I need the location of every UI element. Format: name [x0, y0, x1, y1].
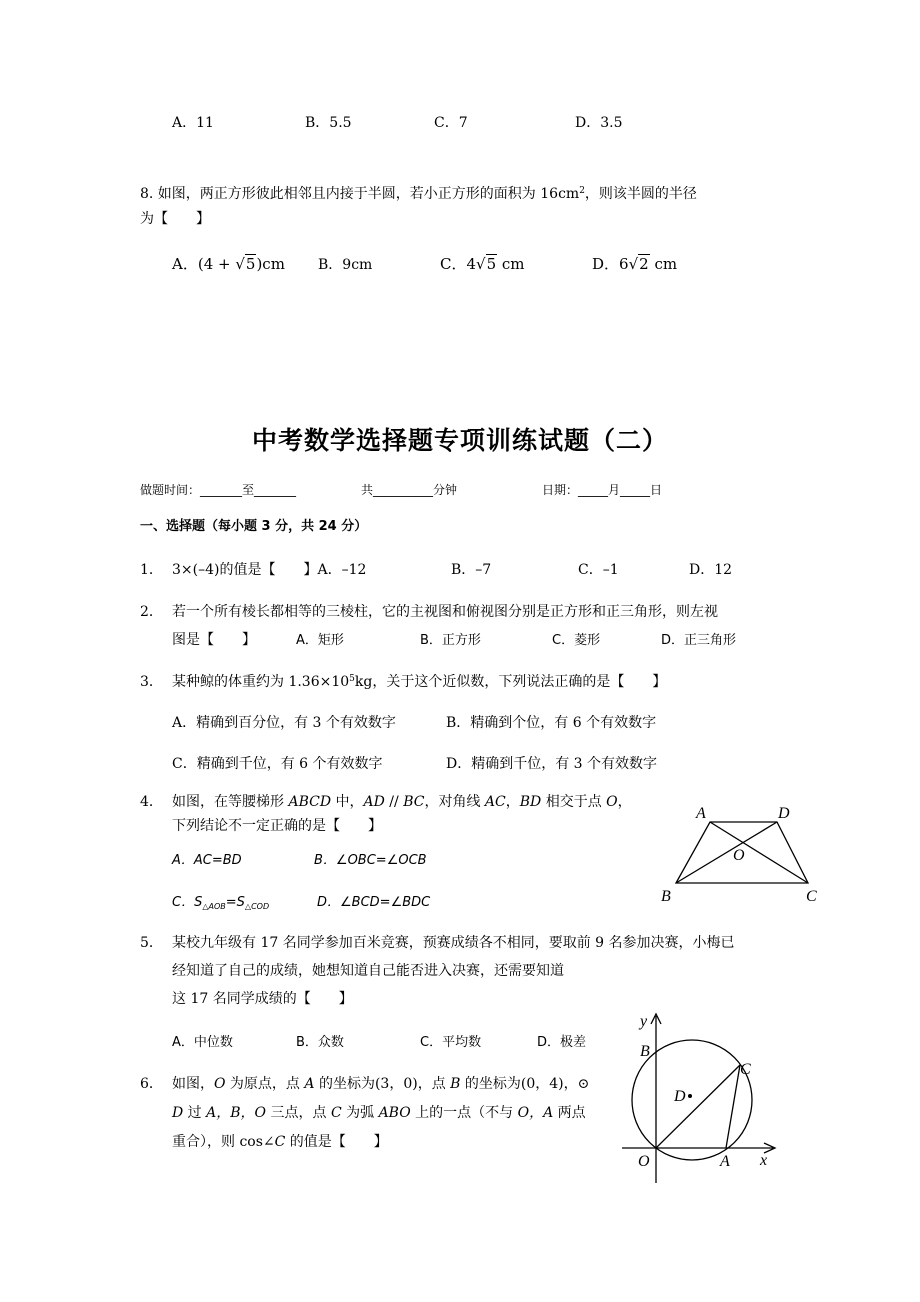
date-field: 日期：_____月_____日: [542, 483, 663, 497]
label-b: B: [640, 1043, 650, 1060]
label-o: O: [638, 1153, 650, 1170]
q2-number: 2．: [140, 604, 163, 620]
q1-option-b: B．–7: [451, 562, 492, 578]
diagonal-bd: [676, 822, 777, 883]
trapezoid-figure: [656, 798, 826, 908]
q3-option-d: D．精确到千位，有 3 个有效数字: [446, 756, 658, 772]
label-c: C: [740, 1061, 751, 1078]
center-point-d: [688, 1094, 692, 1098]
q3-number: 3．: [140, 674, 163, 690]
q2-option-b: B．正方形: [420, 633, 481, 648]
q3-option-b: B．精确到个位，有 6 个有效数字: [446, 715, 657, 731]
q2-stem-line1: 若一个所有棱长都相等的三棱柱，它的主视图和俯视图分别是正方形和正三角形，则左视: [172, 604, 718, 620]
q3-option-a: A．精确到百分位，有 3 个有效数字: [172, 715, 396, 731]
q4-option-b: B．∠OBC=∠OCB: [314, 853, 427, 868]
time-field: 做题时间：_______至_______: [140, 483, 297, 497]
q4-option-d: D．∠BCD=∠BDC: [317, 895, 431, 910]
q5-number: 5．: [140, 935, 163, 951]
q8-option-b: B．9cm: [318, 257, 373, 273]
q5-stem-line3: 这 17 名同学成绩的【 】: [172, 991, 353, 1007]
q5-option-d: D．极差: [537, 1035, 587, 1050]
page-title: 中考数学选择题专项训练试题（二）: [251, 426, 668, 455]
q5-option-a: A．中位数: [172, 1035, 233, 1050]
section-heading: 一、选择题（每小题 3 分，共 24 分）: [140, 519, 368, 534]
q7-option-c: C．7: [434, 115, 468, 131]
q7-option-a: A．11: [172, 115, 214, 131]
q6-stem-line2: D 过 A，B，O 三点，点 C 为弧 ABO 上的一点（不与 O，A 两点: [172, 1105, 586, 1121]
q8-stem-line1: 8. 如图，两正方形彼此相邻且内接于半圆，若小正方形的面积为 $16cm^2$，则该半圆的半径: [140, 186, 697, 202]
q2-option-c: C．菱形: [552, 633, 601, 648]
q6-stem-line1: 如图，O 为原点，点 A 的坐标为(3，0)，点 B 的坐标为(0，4)，⊙: [172, 1076, 590, 1092]
q1-option-d: D．12: [689, 562, 733, 578]
q8-stem-line2: 为【 】: [140, 211, 210, 227]
label-o: O: [733, 847, 745, 864]
segment-oc: [656, 1065, 740, 1148]
label-y: y: [640, 1013, 648, 1030]
q4-stem-line1: 如图，在等腰梯形 ABCD 中，AD // BC，对角线 AC，BD 相交于点 O，: [172, 794, 632, 810]
label-a: A: [696, 805, 706, 822]
q8-option-c: C．4√5 cm: [440, 255, 525, 273]
q2-option-a: A．矩形: [296, 633, 344, 648]
q7-option-d: D．3.5: [575, 115, 623, 131]
q4-option-a: A．AC=BD: [172, 853, 242, 868]
q4-option-c: C．$S_{\triangle AOB}=S_{\triangle COD}$: [172, 895, 270, 911]
q5-stem-line1: 某校九年级有 17 名同学参加百米竞赛，预赛成绩各不相同，要取前 9 名参加决赛，小梅已: [172, 935, 735, 951]
duration-field: 共__________分钟: [361, 483, 458, 497]
q2-stem-line2: 图是【 】: [172, 632, 256, 648]
q8-option-d: D．6√2 cm: [592, 255, 678, 273]
label-b: B: [661, 888, 671, 905]
q8-option-a: A．(4 + √5)cm: [172, 255, 285, 273]
label-c: C: [806, 888, 817, 905]
q2-option-d: D．正三角形: [661, 633, 737, 648]
q3-stem: 某种鲸的体重约为 $1.36\times 10^5kg$，关于这个近似数，下列说法正确的是【 】: [172, 674, 667, 690]
q1-number: 1．: [140, 562, 163, 578]
diagonal-ac: [710, 822, 808, 883]
q4-number: 4．: [140, 794, 163, 810]
q6-number: 6．: [140, 1076, 163, 1092]
q5-option-b: B．众数: [296, 1035, 344, 1050]
circle-figure: [618, 1008, 788, 1188]
q5-option-c: C．平均数: [420, 1035, 482, 1050]
label-x: x: [760, 1152, 768, 1169]
q1-stem: 3×(–4)的值是【 】A．–12: [172, 562, 367, 578]
label-a: A: [720, 1153, 730, 1170]
label-d: D: [778, 805, 790, 822]
q6-stem-line3: 重合），则 cos∠C 的值是【 】: [172, 1134, 388, 1150]
q4-stem-line2: 下列结论不一定正确的是【 】: [172, 818, 382, 834]
label-d: D: [674, 1088, 686, 1105]
q1-option-c: C．–1: [578, 562, 619, 578]
q3-option-c: C．精确到千位，有 6 个有效数字: [172, 756, 383, 772]
q5-stem-line2: 经知道了自己的成绩，她想知道自己能否进入决赛，还需要知道: [172, 963, 564, 979]
q7-option-b: B．5.5: [305, 115, 352, 131]
